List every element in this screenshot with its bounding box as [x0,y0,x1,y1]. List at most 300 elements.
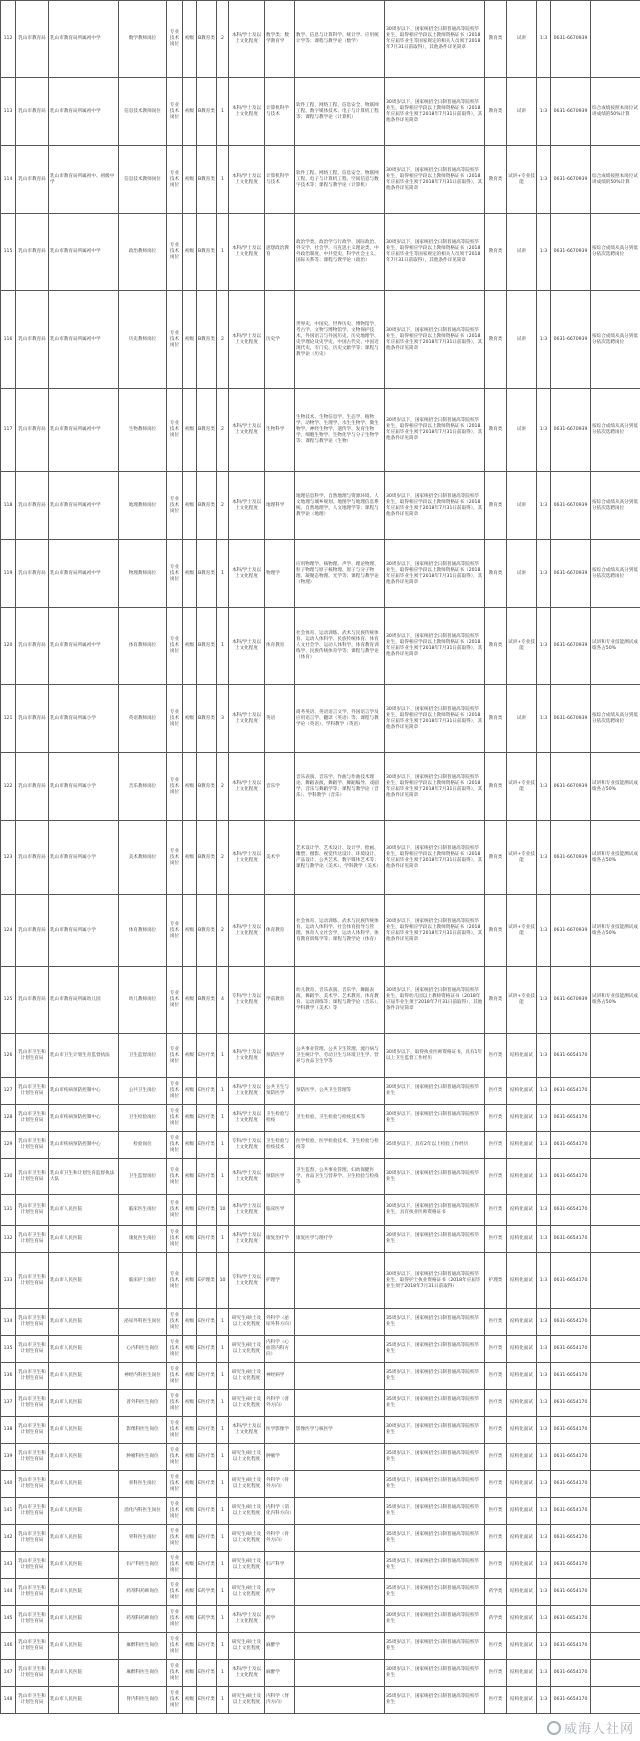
cell-tel: 0631-6654170 [551,1253,591,1309]
cell-post: 泌尿外科医生岗位 [119,1309,167,1336]
cell-bd: 医疗类 [485,1660,507,1687]
cell-ratio: 1:3 [537,1105,551,1132]
cell-cat: E医疗类 [197,1159,217,1195]
cell-unit: 乳山市人民医院 [49,1606,119,1633]
cell-note: 综合成绩按照本岗位试讲成绩的50%计算 [591,146,640,214]
cell-dept: 乳山市卫生和计划生育局 [16,1471,49,1498]
cell-type: 专业技术岗位 [167,685,183,753]
cell-other: 预防医学、公共卫生管理等 [295,1078,385,1105]
cell-dept: 乳山市教育局 [16,608,49,685]
cell-ratio: 1:3 [537,1525,551,1552]
cell-tel: 0631-6654170 [551,1498,591,1525]
cell-exam: 结构化面试 [507,1498,537,1525]
cell-unit: 乳山市人民医院 [49,1444,119,1471]
cell-num: 1 [217,1444,229,1471]
cell-dept: 乳山市卫生和计划生育局 [16,1552,49,1579]
cell-major: 外科学（泌尿外科方向） [265,1309,295,1336]
cell-exam: 结构化面试 [507,1309,537,1336]
cell-req: 30周岁以下，国家统招全日制普通高等院校毕业生，具有执业医师资格证书 [385,1195,485,1226]
cell-other: 政治学类、政治学与行政学、国际政治、外交学、社会学、马克思主义理论类、中外政治制度、中共党史、科学社会主义、国际关系等；课程与教学论（政治） [295,214,385,291]
cell-level: 初级 [183,1498,197,1525]
table-row [1,1444,640,1471]
cell-type: 专业技术岗位 [167,1226,183,1253]
cell-note: 试讲和专业技能测试成绩各占50% [591,821,640,895]
cell-exam: 试讲+专业技能 [507,967,537,1034]
cell-req: 35周岁以下，国家统招全日制普通高等院校毕业生 [385,1309,485,1336]
cell-tel: 0631-6654170 [551,1195,591,1226]
cell-tel: 0631-6670939 [551,389,591,472]
cell-unit: 乳山市人民医院 [49,1336,119,1363]
cell-other [295,1606,385,1633]
cell-bd: 医疗类 [485,1633,507,1660]
cell-req: 30周岁以下，国家统招全日制普通高等院校毕业生，取得护士执业资格证书（2018年应届毕业生须于2018年7月31日前取得） [385,1253,485,1309]
cell-bd: 医疗类 [485,1552,507,1579]
cell-no: 121 [1,685,16,753]
cell-type: 专业技术岗位 [167,1309,183,1336]
cell-bd: 教育类 [485,540,507,608]
cell-req: 35周岁以下，国家统招全日制普通高等院校毕业生 [385,1498,485,1525]
cell-dept: 乳山市教育局 [16,685,49,753]
cell-cat: E医疗类 [197,1078,217,1105]
cell-post: 信息技术教师岗位 [119,146,167,214]
cell-note [591,1226,640,1253]
cell-post: 体育教师岗位 [119,608,167,685]
cell-type: 专业技术岗位 [167,472,183,540]
cell-major: 内科学（心血管内科方向） [265,1336,295,1363]
cell-ratio: 1:3 [537,1660,551,1687]
cell-edu: 研究生/硕士及以上文化程度 [229,1525,265,1552]
cell-level: 初级 [183,1579,197,1606]
cell-note [591,1078,640,1105]
cell-unit: 乳山市人民医院 [49,1687,119,1714]
table-row [1,389,640,472]
cell-req: 30周岁以下，国家统招全日制普通高等院校毕业生，取得相应学段以上教师资格证书（2018年应届毕业生须于2018年7月31日前取得），其他条件详见简章 [385,753,485,821]
cell-type: 专业技术岗位 [167,1078,183,1105]
cell-req: 35周岁以下，国家统招全日制普通高等院校毕业生 [385,1390,485,1417]
cell-tel: 0631-6670939 [551,472,591,540]
cell-exam: 结构化面试 [507,1195,537,1226]
cell-cat: E医疗类 [197,1363,217,1390]
cell-bd: 教育类 [485,821,507,895]
cell-ratio: 1:3 [537,821,551,895]
table-row [1,1660,640,1687]
cell-tel: 0631-6654170 [551,1444,591,1471]
cell-other: 艺术设计学、艺术设计、设计学、绘画、雕塑、摄影、视觉传达设计、环境设计、产品设计、公共艺术、数字媒体艺术等；课程与教学论（美术）、学科教学（美术） [295,821,385,895]
cell-type: 专业技术岗位 [167,214,183,291]
cell-note [591,1633,640,1660]
cell-cat: E医疗类 [197,1417,217,1444]
cell-other [295,1552,385,1579]
cell-post: 物理教师岗位 [119,540,167,608]
cell-edu: 本科/学士及以上文化程度 [229,472,265,540]
cell-req: 30周岁以下，国家统招全日制普通高等院校毕业生，取得相应学段以上教师资格证书（2018年应届毕业生须于2018年7月31日前取得），其他条件详见简章 [385,291,485,389]
cell-post: 历史教师岗位 [119,291,167,389]
cell-edu: 本科/学士及以上文化程度 [229,540,265,608]
cell-dept: 乳山市卫生和计划生育局 [16,1606,49,1633]
cell-num: 1 [217,1226,229,1253]
cell-no: 143 [1,1552,16,1579]
cell-post: 幼儿教师岗位 [119,967,167,1034]
cell-level: 初级 [183,1687,197,1714]
cell-bd: 教育类 [485,1,507,78]
cell-major: 药学 [265,1579,295,1606]
cell-type: 专业技术岗位 [167,1606,183,1633]
cell-tel: 0631-6654170 [551,1226,591,1253]
cell-num: 1 [217,1525,229,1552]
table-row [1,1498,640,1525]
cell-ratio: 1:3 [537,1078,551,1105]
cell-edu: 本科/学士及以上文化程度 [229,821,265,895]
cell-level: 初级 [183,1309,197,1336]
cell-exam: 试讲 [507,214,537,291]
cell-level: 初级 [183,1,197,78]
table-row [1,1034,640,1078]
cell-note [591,1525,640,1552]
cell-cat: B教育类 [197,214,217,291]
cell-bd: 药学类 [485,1579,507,1606]
cell-level: 初级 [183,540,197,608]
cell-dept: 乳山市卫生和计划生育局 [16,1309,49,1336]
cell-no: 138 [1,1417,16,1444]
cell-unit: 乳山市人民医院 [49,1471,119,1498]
cell-req: 30周岁以下，国家统招全日制普通高等院校毕业生 [385,1105,485,1132]
cell-post: 体育教师岗位 [119,895,167,967]
cell-num: 1 [217,1132,229,1159]
cell-edu: 研究生/硕士及以上文化程度 [229,1471,265,1498]
cell-tel: 0631-6670939 [551,146,591,214]
cell-req: 30周岁以下，国家统招全日制普通高等院校毕业生 [385,1159,485,1195]
cell-cat: E医疗类 [197,1336,217,1363]
cell-type: 专业技术岗位 [167,1660,183,1687]
cell-bd: 教育类 [485,389,507,472]
cell-type: 专业技术岗位 [167,1159,183,1195]
cell-dept: 乳山市教育局 [16,967,49,1034]
cell-edu: 本科/学士及以上文化程度 [229,1606,265,1633]
cell-no: 133 [1,1253,16,1309]
cell-exam: 试讲 [507,78,537,146]
cell-ratio: 1:3 [537,1363,551,1390]
cell-edu: 研究生/硕士及以上文化程度 [229,1444,265,1471]
cell-type: 专业技术岗位 [167,608,183,685]
table-row [1,1363,640,1390]
cell-edu: 本科/学士及以上文化程度 [229,1159,265,1195]
cell-num: 1 [217,1078,229,1105]
cell-ratio: 1:3 [537,753,551,821]
cell-note: 按综合成绩从高分到低分依次选聘岗位 [591,685,640,753]
cell-exam: 结构化面试 [507,1552,537,1579]
cell-note [591,1034,640,1078]
cell-cat: B教育类 [197,685,217,753]
cell-tel: 0631-6654170 [551,1606,591,1633]
table-row [1,967,640,1034]
cell-note: 按综合成绩从高分到低分依次选聘岗位 [591,472,640,540]
cell-no: 144 [1,1579,16,1606]
cell-exam: 试讲 [507,389,537,472]
cell-other [295,1363,385,1390]
cell-type: 专业技术岗位 [167,540,183,608]
cell-unit: 乳山市人民医院 [49,1552,119,1579]
cell-no: 141 [1,1498,16,1525]
cell-exam: 结构化面试 [507,1105,537,1132]
cell-post: 神经内科医生岗位 [119,1363,167,1390]
cell-no: 135 [1,1336,16,1363]
cell-post: 妇产科医生岗位 [119,1552,167,1579]
cell-bd: 教育类 [485,753,507,821]
cell-num: 1 [217,1159,229,1195]
cell-type: 专业技术岗位 [167,1336,183,1363]
cell-exam: 结构化面试 [507,1687,537,1714]
cell-no: 130 [1,1159,16,1195]
cell-level: 初级 [183,1253,197,1309]
cell-type: 专业技术岗位 [167,1417,183,1444]
cell-cat: B教育类 [197,895,217,967]
cell-bd: 教育类 [485,608,507,685]
cell-tel: 0631-6654170 [551,1633,591,1660]
cell-note: 按综合成绩从高分到低分依次选聘岗位 [591,291,640,389]
table-row [1,540,640,608]
cell-unit: 乳山市教育局所属小学 [49,821,119,895]
cell-note [591,1132,640,1159]
cell-ratio: 1:3 [537,1471,551,1498]
cell-bd: 医疗类 [485,1336,507,1363]
cell-major: 学前教育 [265,967,295,1034]
cell-post: 康复医生岗位 [119,1226,167,1253]
cell-dept: 乳山市卫生和计划生育局 [16,1687,49,1714]
cell-tel: 0631-6670939 [551,821,591,895]
cell-unit: 乳山市人民医院 [49,1498,119,1525]
cell-tel: 0631-6654170 [551,1105,591,1132]
cell-dept: 乳山市卫生和计划生育局 [16,1498,49,1525]
cell-bd: 教育类 [485,146,507,214]
cell-unit: 乳山市教育局所属小学 [49,895,119,967]
cell-level: 初级 [183,291,197,389]
cell-note: 按综合成绩从高分到低分依次选聘岗位 [591,540,640,608]
cell-type: 专业技术岗位 [167,1253,183,1309]
cell-no: 122 [1,753,16,821]
cell-cat: E医疗类 [197,1309,217,1336]
cell-unit: 乳山市教育局所属初中、初级中学 [49,146,119,214]
cell-cat: B教育类 [197,608,217,685]
table-row [1,1390,640,1417]
cell-edu: 专科/学士及以上文化程度 [229,1132,265,1159]
cell-req: 35周岁以下，国家统招全日制普通高等院校毕业生 [385,1687,485,1714]
cell-ratio: 1:3 [537,608,551,685]
cell-dept: 乳山市教育局 [16,214,49,291]
cell-num: 2 [217,753,229,821]
cell-exam: 试讲+专业技能 [507,821,537,895]
cell-level: 初级 [183,753,197,821]
cell-level: 初级 [183,895,197,967]
cell-dept: 乳山市卫生和计划生育局 [16,1226,49,1253]
cell-type: 专业技术岗位 [167,1498,183,1525]
cell-dept: 乳山市卫生和计划生育局 [16,1132,49,1159]
cell-req: 35周岁以下，国家统招全日制普通高等院校毕业生 [385,1444,485,1471]
cell-other: 世界史、中国史、世界历史、博物馆学、考古学、文物与博物馆学、文物保护技术、外国语言与外国历史、历史地理学、史学理论及史学史、中国古代史、中国近现代史、专门史、历史文献学等；课程与教学论（历史） [295,291,385,389]
cell-post: 卫生监督岗位 [119,1159,167,1195]
cell-bd: 医疗类 [485,1525,507,1552]
cell-level: 初级 [183,967,197,1034]
cell-dept: 乳山市教育局 [16,389,49,472]
cell-type: 专业技术岗位 [167,291,183,389]
cell-req: 35周岁以下，国家统招全日制普通高等院校毕业生 [385,1552,485,1579]
cell-major: 美术学 [265,821,295,895]
cell-major: 音乐学 [265,753,295,821]
cell-type: 专业技术岗位 [167,1579,183,1606]
cell-no: 112 [1,1,16,78]
cell-major: 医学影像学 [265,1417,295,1444]
table-row [1,1,640,78]
cell-type: 专业技术岗位 [167,1687,183,1714]
cell-other: 生物技术、生物信息学、生态学、植物学、动物学、生理学、水生生物学、微生物学、神经生物学、遗传学、发育生物学、细胞生物学、生物化学与分子生物学等；课程与教学论（生物） [295,389,385,472]
cell-no: 116 [1,291,16,389]
cell-num: 1 [217,1606,229,1633]
cell-edu: 本科/学士及以上文化程度 [229,608,265,685]
cell-tel: 0631-6654170 [551,1471,591,1498]
cell-no: 132 [1,1226,16,1253]
cell-unit: 乳山市人民医院 [49,1579,119,1606]
cell-unit: 乳山市人民医院 [49,1363,119,1390]
cell-type: 专业技术岗位 [167,1471,183,1498]
cell-dept: 乳山市教育局 [16,753,49,821]
cell-tel: 0631-6670939 [551,78,591,146]
cell-other: 医学检验、医学检验技术、卫生检验与检疫等 [295,1132,385,1159]
cell-post: 麻醉科医生岗位 [119,1633,167,1660]
cell-dept: 乳山市卫生和计划生育局 [16,1417,49,1444]
cell-bd: 医疗类 [485,1105,507,1132]
cell-major: 神经病学 [265,1363,295,1390]
cell-no: 148 [1,1687,16,1714]
cell-num: 2 [217,472,229,540]
cell-edu: 研究生/硕士及以上文化程度 [229,1687,265,1714]
cell-bd: 医疗类 [485,1132,507,1159]
cell-bd: 药学类 [485,1606,507,1633]
cell-major: 公共卫生与预防医学 [265,1078,295,1105]
cell-unit: 乳山市人民医院 [49,1253,119,1309]
cell-exam: 结构化面试 [507,1226,537,1253]
cell-bd: 教育类 [485,291,507,389]
table-row [1,1687,640,1714]
cell-bd: 教育类 [485,78,507,146]
cell-ratio: 1:3 [537,1606,551,1633]
cell-unit: 乳山市人民医院 [49,1660,119,1687]
cell-tel: 0631-6654170 [551,1336,591,1363]
cell-note [591,1253,640,1309]
cell-edu: 本科/学士及以上文化程度 [229,214,265,291]
cell-exam: 结构化面试 [507,1444,537,1471]
cell-cat: B教育类 [197,389,217,472]
cell-post: 临床医生岗位 [119,1195,167,1226]
cell-level: 初级 [183,1633,197,1660]
cell-num: 4 [217,967,229,1034]
table-row [1,146,640,214]
cell-post: 消化内科医生岗位 [119,1498,167,1525]
cell-other: 地理信息科学、自然地理与资源环境、人文地理与城乡规划、地图学与地理信息系统、自然地理学、人文地理学等；课程与教学论（地理） [295,472,385,540]
cell-note: 按综合成绩从高分到低分依次选聘岗位 [591,214,640,291]
cell-unit: 乳山市疾病预防控制中心 [49,1078,119,1105]
cell-tel: 0631-6670939 [551,1,591,78]
cell-post: 药剂科药师岗位 [119,1606,167,1633]
cell-other: 应用物理学、核物理、声学、理论物理、粒子物理与原子核物理、原子与分子物理、凝聚态物理、光学等；课程与教学论（物理） [295,540,385,608]
cell-cat: E药学类 [197,1606,217,1633]
cell-cat: E医疗类 [197,1471,217,1498]
cell-type: 专业技术岗位 [167,389,183,472]
cell-unit: 乳山市人民医院 [49,1525,119,1552]
cell-post: 检验岗位 [119,1132,167,1159]
cell-note: 试讲和专业技能测试成绩各占50% [591,967,640,1034]
cell-unit: 乳山市教育局所属初中学 [49,472,119,540]
cell-tel: 0631-6654170 [551,1660,591,1687]
cell-edu: 本科/学士及以上文化程度 [229,1417,265,1444]
cell-note: 按综合成绩从高分到低分依次选聘岗位 [591,389,640,472]
cell-type: 专业技术岗位 [167,821,183,895]
cell-ratio: 1:3 [537,291,551,389]
cell-tel: 0631-6654170 [551,1525,591,1552]
cell-bd: 医疗类 [485,1687,507,1714]
cell-num: 10 [217,1195,229,1226]
cell-level: 初级 [183,1078,197,1105]
cell-req: 30周岁以下，国家统招全日制普通高等院校毕业生，取得相应学段以上教师资格证书（2018年应届毕业生须于2018年7月31日前取得），其他条件详见简章 [385,608,485,685]
cell-level: 初级 [183,1336,197,1363]
cell-num: 2 [217,821,229,895]
cell-dept: 乳山市卫生和计划生育局 [16,1159,49,1195]
cell-major: 妇产科学 [265,1552,295,1579]
cell-post: 药剂科药师岗位 [119,1579,167,1606]
table-row [1,1633,640,1660]
cell-unit: 乳山市疾病预防控制中心 [49,1132,119,1159]
cell-num: 1 [217,146,229,214]
cell-dept: 乳山市教育局 [16,1,49,78]
watermark-text: 威海人社网 [563,1722,634,1737]
cell-unit: 乳山市人民医院 [49,1195,119,1226]
cell-type: 专业技术岗位 [167,78,183,146]
cell-ratio: 1:3 [537,146,551,214]
cell-req: 35周岁以下，国家统招全日制普通高等院校毕业生 [385,1633,485,1660]
cell-num: 2 [217,389,229,472]
cell-exam: 试讲 [507,540,537,608]
cell-note [591,1471,640,1498]
table-row [1,1417,640,1444]
cell-bd: 教育类 [485,895,507,967]
cell-level: 初级 [183,146,197,214]
cell-tel: 0631-6654170 [551,1552,591,1579]
table-row [1,1606,640,1633]
cell-tel: 0631-6670939 [551,291,591,389]
cell-tel: 0631-6654170 [551,1159,591,1195]
cell-edu: 专科/学士及以上文化程度 [229,967,265,1034]
cell-bd: 医疗类 [485,1417,507,1444]
cell-dept: 乳山市教育局 [16,540,49,608]
cell-post: 肾内科医生岗位 [119,1687,167,1714]
cell-edu: 专科/学士及以上文化程度 [229,1253,265,1309]
cell-unit: 乳山市教育局所属初中学 [49,389,119,472]
cell-level: 初级 [183,1417,197,1444]
cell-unit: 乳山市教育局所属初中学 [49,1,119,78]
cell-num: 1 [217,540,229,608]
cell-edu: 研究生/硕士及以上文化程度 [229,1498,265,1525]
cell-unit: 乳山市人民医院 [49,1633,119,1660]
cell-exam: 结构化面试 [507,1034,537,1078]
cell-edu: 本科/学士及以上文化程度 [229,1195,265,1226]
cell-type: 专业技术岗位 [167,1633,183,1660]
cell-level: 初级 [183,1132,197,1159]
cell-note [591,1417,640,1444]
table-row [1,1336,640,1363]
cell-post: 肿瘤科医生岗位 [119,1444,167,1471]
cell-level: 初级 [183,1525,197,1552]
cell-level: 初级 [183,389,197,472]
cell-dept: 乳山市卫生和计划生育局 [16,1660,49,1687]
cell-ratio: 1:3 [537,1579,551,1606]
